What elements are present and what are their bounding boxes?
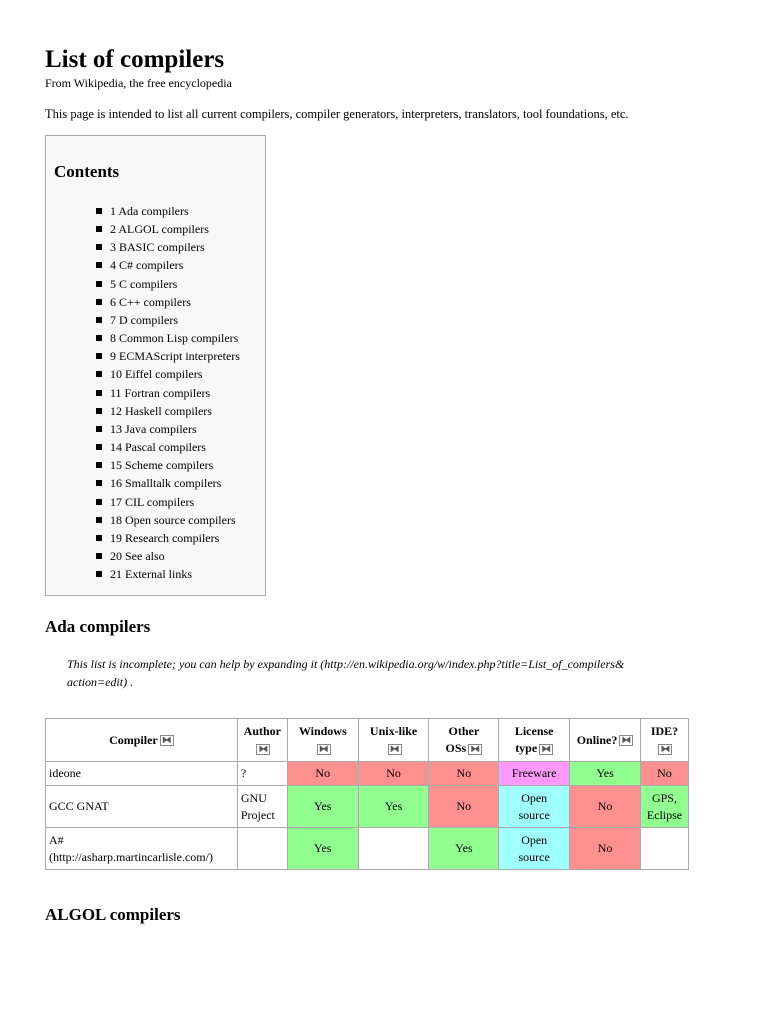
toc-item[interactable] <box>96 256 240 274</box>
column-header-unix[interactable] <box>358 719 429 762</box>
toc-item-label[interactable]: 4 C# compilers <box>110 258 184 273</box>
cell-unix: Yes <box>358 786 429 828</box>
note-line[interactable]: This list is incomplete; you can help by expanding it (http://en.wikipedia.org/w/index.php?title=List_of_compilers& <box>67 657 625 671</box>
toc-item[interactable] <box>96 547 240 565</box>
sort-icon[interactable]: ⧓ <box>389 743 400 755</box>
cell-online: Yes <box>570 762 641 786</box>
column-header-online[interactable] <box>570 719 641 762</box>
toc-item-label[interactable]: 13 Java compilers <box>110 421 197 436</box>
header-label: IDE? <box>650 724 679 738</box>
sort-icon[interactable]: ⧓ <box>258 743 269 755</box>
column-header-license[interactable] <box>499 719 570 762</box>
cell-unix: No <box>358 762 429 786</box>
toc-item[interactable] <box>96 420 240 438</box>
cell-other-oss: No <box>429 786 499 828</box>
toc-item[interactable] <box>96 456 240 474</box>
toc-item-label[interactable]: 11 Fortran compilers <box>110 385 211 400</box>
toc-item-label[interactable]: 5 C compilers <box>110 276 178 291</box>
bullet-icon <box>96 462 102 468</box>
bullet-icon <box>96 371 102 377</box>
cell-compiler: ideone <box>46 762 238 786</box>
bullet-icon <box>96 499 102 505</box>
toc-item-label[interactable]: 6 C++ compilers <box>110 294 191 309</box>
bullet-icon <box>96 480 102 486</box>
cell-text: Open <box>521 832 548 847</box>
table-header-row <box>46 719 689 762</box>
cell-text: A# <box>49 832 64 847</box>
toc-item-label[interactable]: 16 Smalltalk compilers <box>110 476 222 491</box>
bullet-icon <box>96 571 102 577</box>
bullet-icon <box>96 353 102 359</box>
cell-license: Freeware <box>499 762 570 786</box>
sort-icon[interactable]: ⧓ <box>318 743 329 755</box>
cell-windows: Yes <box>287 828 358 870</box>
toc-item[interactable] <box>96 565 240 583</box>
toc-item-label[interactable]: 12 Haskell compilers <box>110 403 212 418</box>
header-label: type <box>515 741 538 755</box>
cell-windows: No <box>287 762 358 786</box>
sort-icon[interactable]: ⧓ <box>541 743 552 755</box>
cell-text: GPS, <box>651 790 677 805</box>
sort-icon[interactable]: ⧓ <box>470 743 481 755</box>
table-row <box>46 762 689 786</box>
ada-compilers-table <box>45 718 689 870</box>
cell-other-oss: No <box>429 762 499 786</box>
toc-item-label[interactable]: 20 See also <box>110 548 165 563</box>
cell-ide <box>640 786 688 828</box>
section-heading-ada: Ada compilers <box>45 617 151 636</box>
toc-item[interactable] <box>96 365 240 383</box>
toc-item[interactable] <box>96 474 240 492</box>
toc-item[interactable] <box>96 511 240 529</box>
bullet-icon <box>96 317 102 323</box>
bullet-icon <box>96 517 102 523</box>
toc-item[interactable] <box>96 293 240 311</box>
toc-item[interactable] <box>96 202 240 220</box>
cell-author: ? <box>237 762 287 786</box>
cell-author <box>237 828 287 870</box>
cell-compiler: GCC GNAT <box>46 786 238 828</box>
cell-text: GNU <box>240 790 267 805</box>
toc-item[interactable] <box>96 384 240 402</box>
toc-item[interactable] <box>96 493 240 511</box>
bullet-icon <box>96 426 102 432</box>
toc-item-label[interactable]: 15 Scheme compilers <box>110 458 214 473</box>
cell-other-oss: Yes <box>429 828 499 870</box>
toc-item-label[interactable]: 9 ECMAScript interpreters <box>110 349 240 364</box>
cell-online: No <box>570 828 641 870</box>
toc-item-label[interactable]: 21 External links <box>110 567 192 582</box>
page-title: List of compilers <box>45 46 225 73</box>
toc-item-label[interactable]: 10 Eiffel compilers <box>110 367 203 382</box>
header-label: Online? <box>576 732 618 747</box>
bullet-icon <box>96 335 102 341</box>
toc-item-label[interactable]: 3 BASIC compilers <box>110 240 205 255</box>
bullet-icon <box>96 408 102 414</box>
cell-text: Project <box>240 807 275 822</box>
header-label: Unix-like <box>369 724 418 738</box>
cell-text: source <box>518 807 550 822</box>
header-label: OSs <box>445 741 467 755</box>
section-heading-algol: ALGOL compilers <box>45 905 181 924</box>
bullet-icon <box>96 444 102 450</box>
toc-item[interactable] <box>96 529 240 547</box>
cell-text: Eclipse <box>646 807 683 822</box>
toc-item[interactable] <box>96 329 240 347</box>
toc-list <box>96 202 240 583</box>
toc-item[interactable] <box>96 220 240 238</box>
cell-ide <box>640 828 688 870</box>
column-header-other-oss[interactable] <box>429 719 499 762</box>
table-of-contents <box>45 135 266 596</box>
header-label: Other <box>448 724 480 738</box>
header-label: License <box>514 724 554 738</box>
column-header-windows[interactable] <box>287 719 358 762</box>
toc-item-label[interactable]: 17 CIL compilers <box>110 494 195 509</box>
sort-icon[interactable]: ⧓ <box>621 735 632 747</box>
cell-compiler <box>46 828 238 870</box>
sort-icon[interactable]: ⧓ <box>161 735 172 747</box>
toc-item[interactable] <box>96 347 240 365</box>
toc-item-label[interactable]: 2 ALGOL compilers <box>110 222 209 237</box>
toc-item-label[interactable]: 8 Common Lisp compilers <box>110 331 239 346</box>
cell-unix <box>358 828 429 870</box>
cell-author <box>237 786 287 828</box>
toc-item-label[interactable]: 19 Research compilers <box>110 530 220 545</box>
toc-item[interactable] <box>96 311 240 329</box>
toc-heading: Contents <box>54 162 120 181</box>
bullet-icon <box>96 390 102 396</box>
bullet-icon <box>96 226 102 232</box>
toc-item-label[interactable]: 1 Ada compilers <box>110 204 189 218</box>
cell-text: source <box>518 849 550 864</box>
cell-online: No <box>570 786 641 828</box>
toc-item-label[interactable]: 14 Pascal compilers <box>110 440 206 455</box>
toc-item-label[interactable]: 7 D compilers <box>110 312 178 327</box>
bullet-icon <box>96 299 102 305</box>
header-label: Author <box>243 724 281 738</box>
column-header-author[interactable] <box>237 719 287 762</box>
page-subtitle: From Wikipedia, the free encyclopedia <box>45 76 232 90</box>
toc-item[interactable] <box>96 238 240 256</box>
bullet-icon <box>96 208 102 214</box>
cell-ide: No <box>640 762 688 786</box>
header-label: Compiler <box>109 732 158 747</box>
compiler-link[interactable]: (http://asharp.martincarlisle.com/) <box>49 849 213 864</box>
bullet-icon <box>96 535 102 541</box>
toc-item-label[interactable]: 18 Open source compilers <box>110 512 236 527</box>
intro-paragraph: This page is intended to list all current compilers, compiler generators, interpreters, translators, tool foundations, etc. <box>45 107 629 121</box>
header-label: Windows <box>298 724 347 738</box>
column-header-compiler[interactable] <box>46 719 238 762</box>
cell-license <box>499 786 570 828</box>
incomplete-list-note <box>67 655 707 691</box>
bullet-icon <box>96 244 102 250</box>
toc-item[interactable] <box>96 438 240 456</box>
bullet-icon <box>96 281 102 287</box>
bullet-icon <box>96 553 102 559</box>
bullet-icon <box>96 262 102 268</box>
cell-windows: Yes <box>287 786 358 828</box>
cell-license <box>499 828 570 870</box>
toc-item[interactable] <box>96 402 240 420</box>
cell-text: Open <box>521 790 548 805</box>
table-row <box>46 828 689 870</box>
column-header-ide[interactable] <box>640 719 688 762</box>
toc-item[interactable] <box>96 275 240 293</box>
sort-icon[interactable]: ⧓ <box>660 743 671 755</box>
note-line[interactable]: action=edit) . <box>67 675 134 689</box>
table-row <box>46 786 689 828</box>
